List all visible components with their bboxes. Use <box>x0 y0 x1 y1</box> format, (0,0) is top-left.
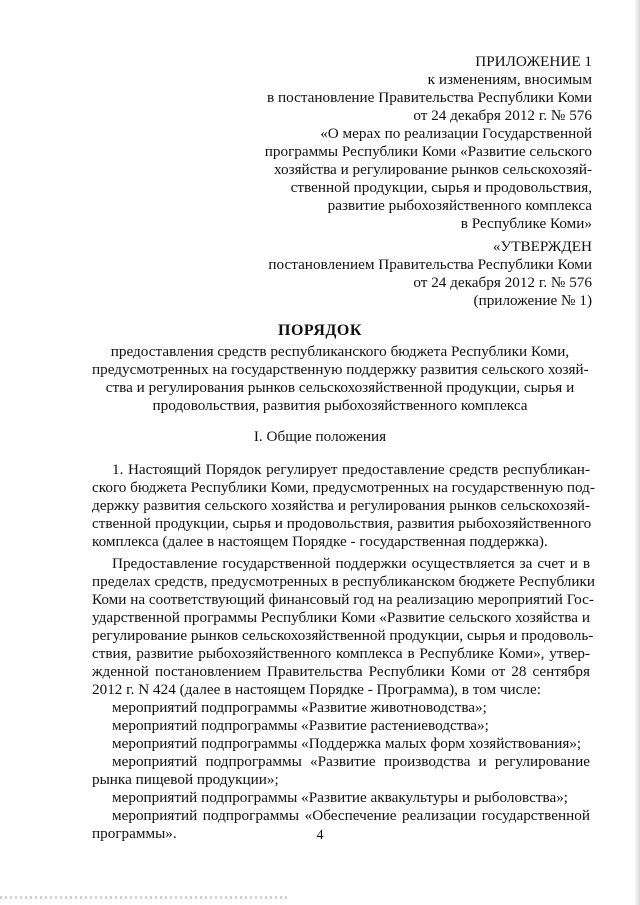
paragraph-line: ствия, развитие рыбохозяйственного комплекса в Республике Коми», утвер- <box>92 645 590 662</box>
paragraph-line: регулирование рынков сельскохозяйственной продукции, сырья и продоволь- <box>92 627 594 644</box>
paragraph-line: пределах средств, предусмотренных в республиканском бюджете Республики <box>92 573 596 590</box>
list-item: мероприятий подпрограммы «Развитие аквакультуры и рыболовства»; <box>112 789 569 806</box>
approval-line: от 24 декабря 2012 г. № 576 <box>413 274 592 291</box>
subtitle-line: ства и регулирования рынков сельскохозяйственной продукции, сырья и <box>105 379 575 396</box>
attachment-line: ственной продукции, сырья и продовольствия, <box>290 179 592 196</box>
page-number: 4 <box>316 828 324 843</box>
approval-line: постановлением Правительства Республики Коми <box>268 256 592 273</box>
subtitle-line: предусмотренных на государственную поддержку развития сельского хозяй- <box>92 361 589 378</box>
list-item: мероприятий подпрограммы «Развитие растениеводства»; <box>112 717 489 734</box>
attachment-line: в Республике Коми» <box>460 215 592 232</box>
list-item: мероприятий подпрограммы «Развитие производства и регулирование <box>112 753 590 770</box>
paragraph-line: комплекса (далее в настоящем Порядке - государственная поддержка). <box>92 533 548 550</box>
approval-line: (приложение № 1) <box>473 292 592 309</box>
attachment-line: в постановление Правительства Республики Коми <box>267 89 592 106</box>
subtitle-line: предоставления средств республиканского бюджета Республики Коми, <box>110 343 570 360</box>
section-heading: I. Общие положения <box>253 428 387 445</box>
subtitle-line: продовольствия, развития рыбохозяйственного комплекса <box>152 397 528 414</box>
document-subtitle <box>92 343 588 415</box>
document-body <box>92 461 596 843</box>
attachment-line: «О мерах по реализации Государственной <box>320 125 592 142</box>
paragraph-line: 1. Настоящий Порядок регулирует предоставление средств республикан- <box>112 461 590 478</box>
attachment-header <box>265 53 592 233</box>
paragraph-line: ственной продукции, сырья и продовольствия, развития рыбохозяйственного <box>92 515 592 532</box>
paragraph-line: ударственной программы Республики Коми «Развитие сельского хозяйства и <box>92 609 590 626</box>
approval-stamp <box>268 238 592 310</box>
attachment-line: ПРИЛОЖЕНИЕ 1 <box>475 53 592 70</box>
paragraph-line: Предоставление государственной поддержки осуществляется за счет и в <box>112 555 590 572</box>
paragraph-line: держку развития сельского хозяйства и регулирования рынков сельскохозяй- <box>92 497 590 514</box>
paragraph-line: 2012 г. N 424 (далее в настоящем Порядке - Программа), в том числе: <box>92 681 541 698</box>
attachment-line: хозяйства и регулирование рынков сельскохозяй- <box>273 161 592 178</box>
attachment-line: от 24 декабря 2012 г. № 576 <box>413 107 592 124</box>
attachment-line: программы Республики Коми «Развитие сельского <box>264 143 592 160</box>
scan-edge-shadow <box>634 0 640 905</box>
list-item: рынка пищевой продукции»; <box>92 771 279 788</box>
list-item: мероприятий подпрограммы «Обеспечение реализации государственной <box>112 807 590 824</box>
list-item: мероприятий подпрограммы «Поддержка малых форм хозяйствования»; <box>112 735 582 752</box>
attachment-line: к изменениям, вносимым <box>427 71 592 88</box>
paragraph-line: жденной постановлением Правительства Республики Коми от 28 сентября <box>92 663 590 680</box>
list-item: мероприятий подпрограммы «Развитие животноводства»; <box>112 699 487 716</box>
list-item: программы». <box>92 825 177 842</box>
approval-line: «УТВЕРЖДЕН <box>492 238 592 255</box>
document-title: ПОРЯДОК <box>278 322 362 339</box>
scan-artifact <box>0 896 290 899</box>
attachment-line: развитие рыбохозяйственного комплекса <box>327 197 592 214</box>
paragraph-line: ского бюджета Республики Коми, предусмотренных на государственную под- <box>92 479 595 496</box>
paragraph-line: Коми на соответствующий финансовый год на реализацию мероприятий Гос- <box>92 591 594 608</box>
